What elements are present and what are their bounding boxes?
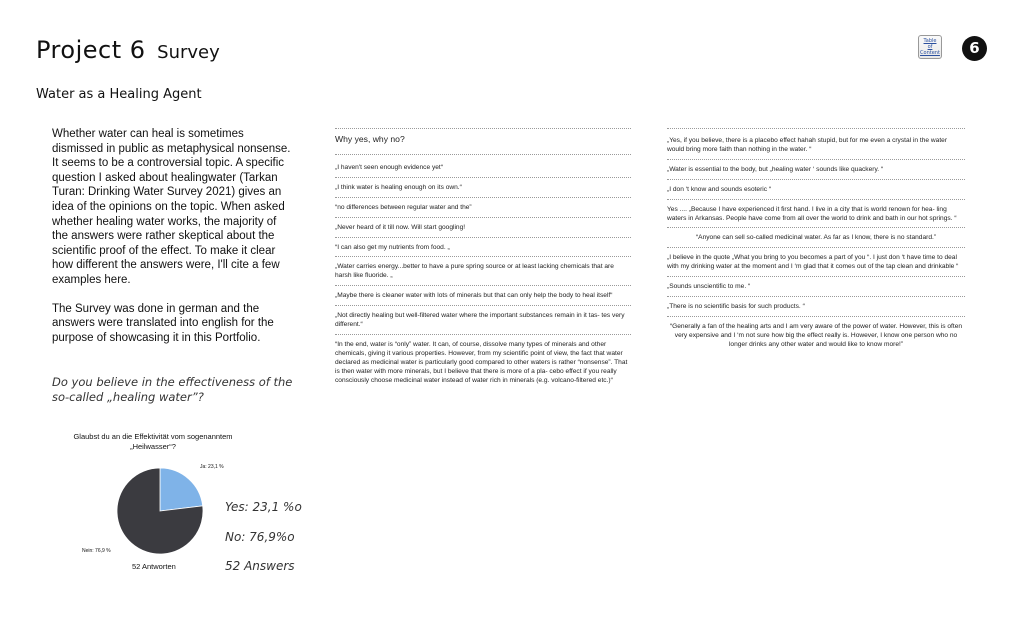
chart-title: Glaubst du an die Effektivität vom sogenanntem „Heilwasser“? (73, 432, 233, 451)
intro-text (52, 127, 292, 359)
answer-item: „Water carries energy...better to have a pure spring source or at least lacking chemicals that are harsh like fluoride. „ (335, 263, 614, 280)
logo-icon[interactable]: 6 (962, 36, 987, 61)
answers-heading: Why yes, why no? (335, 134, 405, 144)
pie-svg (98, 462, 238, 572)
answer-item: „Not directly healing but well-filtered water where the important substances remain in it tas- tes very different.“ (335, 312, 625, 329)
toc-label-line: of (927, 44, 933, 50)
table-of-content-button[interactable] (918, 35, 942, 59)
project-title: Project 6 (36, 36, 146, 64)
section-title: Survey (157, 42, 220, 63)
answer-item: “no differences between regular water and the” (335, 203, 472, 211)
survey-question: Do you believe in the effectiveness of the so-called „healing water”? (52, 375, 293, 404)
answers-column-1 (335, 128, 631, 390)
answer-yes: Yes: 23,1 %o (225, 500, 302, 514)
answer-item: „I think water is healing enough on its own.“ (335, 183, 462, 191)
answer-item: „I don ‘t know and sounds esoteric “ (667, 185, 772, 193)
toc-label-line: Table (923, 38, 937, 44)
answers-column-2 (667, 128, 965, 354)
answer-item: „I believe in the quote „What you bring to you becomes a part of you “. I just don ‘t have time to deal with my drinking water at the moment and I ‘m glad that it comes out of the tap clean and drinkable “ (667, 254, 959, 271)
answer-item: „There is no scientific basis for such products. “ (667, 303, 805, 311)
answer-item: „Water is essential to the body, but „healing water ‘ sounds like quackery. “ (667, 165, 884, 173)
answer-item: „Maybe there is cleaner water with lots of minerals but that can only help the body to heal itself“ (335, 292, 613, 300)
answer-count: 52 Answers (225, 559, 295, 573)
chart-caption: 52 Antworten (132, 562, 176, 571)
answer-item: „I haven't seen enough evidence yet“ (335, 163, 443, 171)
answer-item: “Generally a fan of the healing arts and I am very aware of the power of water. However, this is often very expensive and I ‘m not sure how big the effect really is. However, I know one person who no longer drinks any other water and would like to know more!” (669, 322, 963, 348)
answer-item: Yes .... „Because I have experienced it first hand. I live in a city that is world renown for hea- ling waters in Arkansas. People have come from all over the world to drink and bath in our hot springs. “ (667, 205, 957, 222)
answer-item: “In the end, water is “only” water. It can, of course, dissolve many types of minerals and other chemicals, giving it various properties. However, from my scientific point of view, the fact that water declared as medicinal water is particularly good compared to other waters is rather “nonsense”. That is then water with more minerals, but I believe that there is more of a pla- cebo effect if you really consciously choose medicinal water instead of water rich in minerals (e.g. volcano-filtered etc.)“ (335, 340, 628, 384)
toc-label-line: Content (920, 50, 940, 56)
pie-chart (58, 432, 308, 582)
page-subtitle: Water as a Healing Agent (36, 87, 202, 102)
answer-no: No: 76,9%o (225, 530, 295, 544)
answer-item: “I can also get my nutrients from food. „ (335, 243, 450, 251)
answer-item: „Sounds unscientific to me. “ (667, 283, 751, 291)
answer-item: „Yes, if you believe, there is a placebo effect hahah stupid, but for me even a crystal in the water would bring more faith than nothing in the water. “ (667, 137, 948, 153)
page-title (36, 36, 220, 64)
intro-paragraph: The Survey was done in german and the answers were translated into english for the purpose of showcasing it in this Portfolio. (52, 302, 274, 344)
answer-item: „Never heard of it till now. Will start googling! (335, 223, 466, 231)
intro-paragraph: Whether water can heal is sometimes dismissed in public as metaphysical nonsense. It seems to be a controversial topic. A specific question I asked about healingwater (Tarkan Turan: Drinking Water Survey 2021) gives an idea of the opinions on the topic. When asked whether healing water works, the majority of the answers were rather skeptical about the scientific proof of the effect. To make it clear how different the answers were, I'll cite a few examples here. (52, 128, 291, 286)
pie-slice-yes (160, 468, 203, 511)
slice-label-no: Nein: 76,9 % (82, 548, 111, 554)
answer-item: “Anyone can sell so-called medicinal water. As far as I know, there is no standard.” (695, 234, 937, 242)
slice-label-yes: Ja: 23,1 % (200, 464, 224, 470)
